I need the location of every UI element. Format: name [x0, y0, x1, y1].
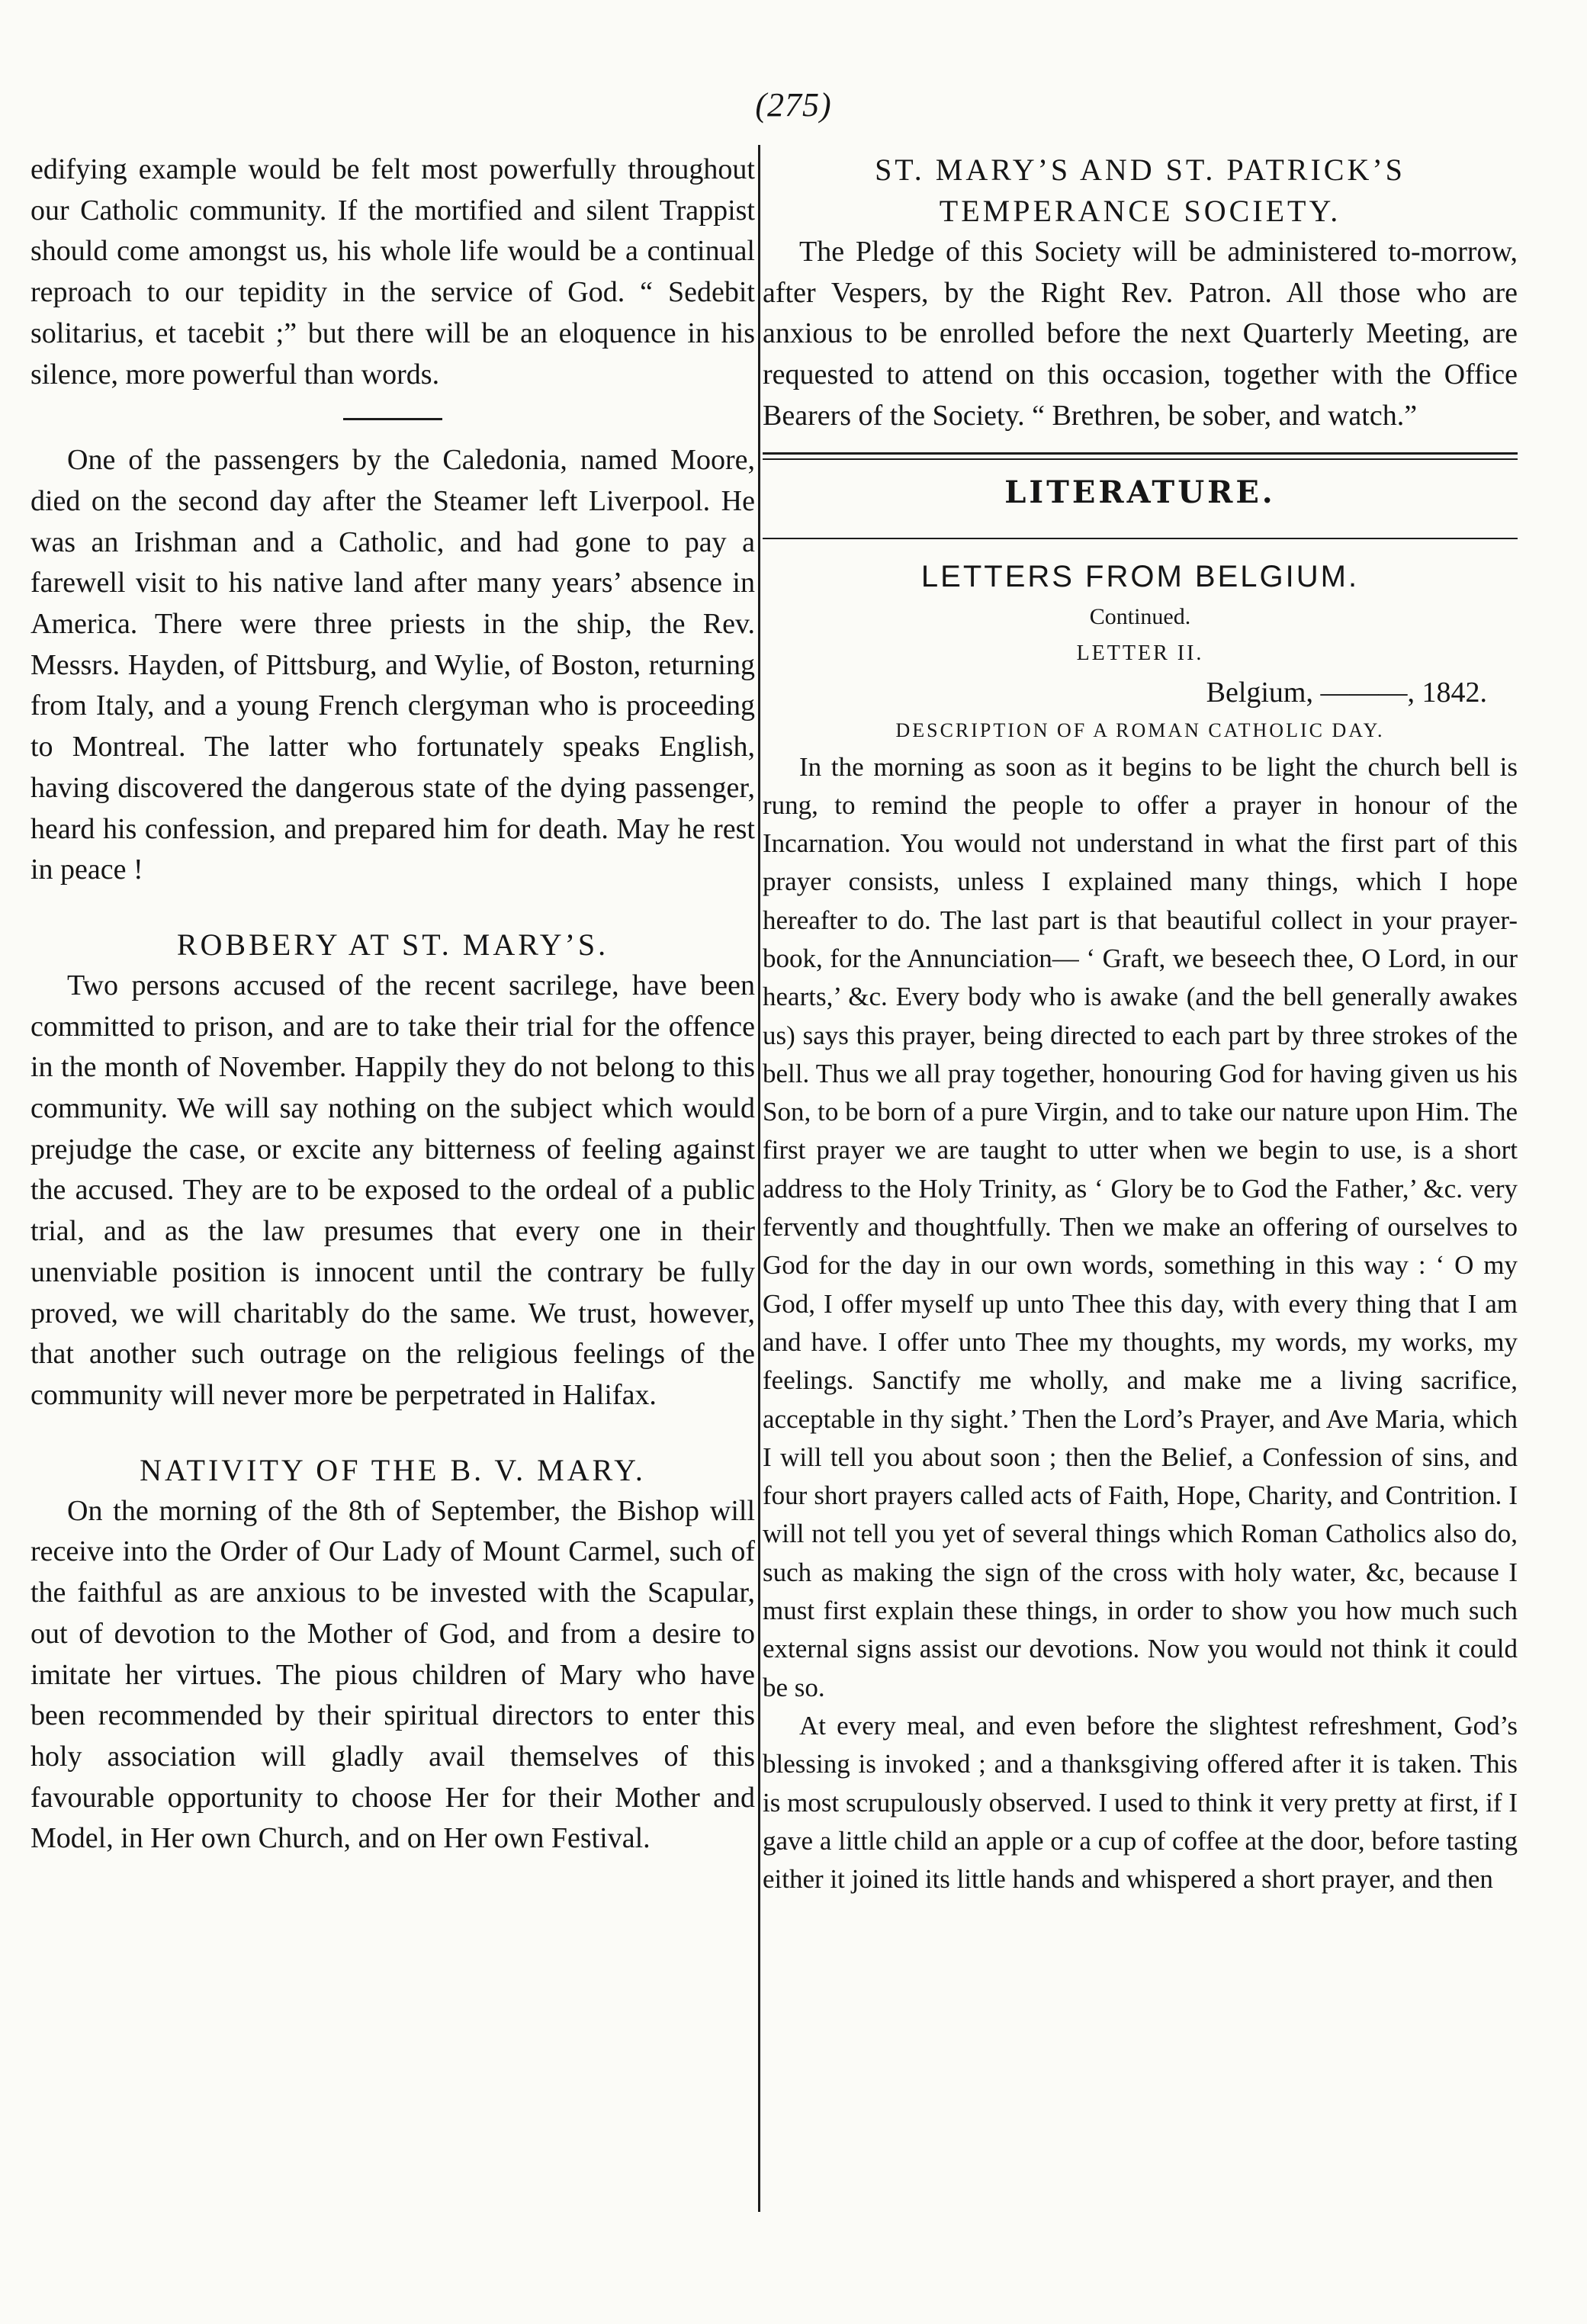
letters-title: LETTERS FROM BELGIUM.	[920, 559, 1360, 593]
section-divider	[763, 538, 1518, 539]
description-title: DESCRIPTION OF A ROMAN CATHOLIC DAY.	[895, 718, 1385, 741]
letter-paragraph-2: At every meal, and even before the slightest refreshment, God’s blessing is invoked ; and a thanksgiving offered after it is taken. This is most scrupulously observed. I used to think it very pretty at first, if I gave a little child an apple or a cup of coffee at the door, before tasting either it joined its little hands and whispered a short prayer, and then	[763, 1710, 1518, 1895]
column-divider	[758, 145, 760, 2212]
letter-number: LETTER II.	[1076, 641, 1204, 665]
continued-label: Continued.	[1089, 603, 1191, 629]
dateline: Belgium, ———, 1842.	[1206, 676, 1487, 709]
double-divider	[763, 452, 1518, 460]
nativity-paragraph: On the morning of the 8th of September, the Bishop will receive into the Order of Our Lady of Mount Carmel, such of the faithful as are anxious to be invested with the Scapular, out of devotion to the Mother of God, and from a desire to imitate her virtues. The pious children of Mary who have been recommended by their spiritual directors to enter this holy association will gladly avail themselves of this favourable opportunity to choose Her for their Mother and Model, in Her own Church, and on Her own Festival.	[31, 1494, 755, 1855]
robbery-paragraph: Two persons accused of the recent sacrilege, have been committed to prison, and are to take their trial for the offence in the month of November. Happily they do not belong to this community. We will say nothing on the subject which would prejudge the case, or excite any bitterness of feeling against the accused. They are to be exposed to the ordeal of a public trial, and as the law presumes that every one in their unenviable position is innocent until the contrary be fully proved, we will charitably do the same. We trust, however, that another such outrage on the religious feelings of the community will never more be perpetrated in Halifax.	[31, 969, 755, 1411]
temperance-paragraph: The Pledge of this Society will be administered to-morrow, after Vespers, by the Right Rev. Patron. All those who are anxious to be enrolled before the next Quarterly Meeting, are requested to attend on this occasion, together with the Office Bearers of the Society. “ Brethren, be sober, and watch.”	[763, 236, 1518, 432]
intro-paragraph: edifying example would be felt most powerfully throughout our Catholic community. If the mortified and silent Trappist should come amongst us, his whole life would be a continual reproach to our tepidity in the service of God. “ Sedebit solitarius, et tacebit ;” but there will be an eloquence in his silence, more powerful than words.	[31, 153, 755, 391]
right-column	[763, 149, 1518, 1898]
left-column	[31, 149, 755, 1860]
page-number: (275)	[755, 86, 832, 124]
letter-paragraph-1: In the morning as soon as it begins to be light the church bell is rung, to remind the people to offer a prayer in honour of the Incarnation. You would not understand in what the first part of this prayer consists, unless I explained many things, which I hope hereafter to do. The last part is that beautiful collect in your prayer-book, for the Annunciation— ‘ Graft, we beseech thee, O Lord, in our hearts,’ &c. Every body who is awake (and the bell generally awakes us) says this prayer, being directed to each part by three strokes of the bell. Thus we all pray together, honouring God for having given us his Son, to be born of a pure Virgin, and to take our nature upon Him. The first prayer we are taught to utter when we begin to use, is a short address to the Holy Trinity, as ‘ Glory be to God the Father,’ &c. very fervently and thoughtfully. Then we make an offering of ourselves to God for the day in our own words, something in this way : ‘ O my God, I offer myself up unto Thee this day, with every thing that I am and have. I offer unto Thee my thoughts, my words, my works, my feelings. Sanctify me wholly, and make me a living sacrifice, acceptable in thy sight.’ Then the Lord’s Prayer, and Ave Maria, which I will tell you about soon ; then the Belief, a Confession of sins, and four short prayers called acts of Faith, Hope, Charity, and Contrition. I will not tell you yet of several things which Roman Catholics also do, such as making the sign of the cross with holy water, &c, because I must first explain these things, in order to show you how much such external signs assist our devotions. Now you would not think it could be so.	[763, 751, 1518, 1702]
nativity-heading: NATIVITY OF THE B. V. MARY.	[140, 1452, 646, 1487]
short-divider	[343, 418, 442, 420]
robbery-heading: ROBBERY AT ST. MARY’S.	[176, 927, 609, 962]
caledonia-paragraph: One of the passengers by the Caledonia, named Moore, died on the second day after the Steamer left Liverpool. He was an Irishman and a Catholic, and had gone to pay a farewell visit to his native land after many years’ absence in America. There were three priests in the ship, the Rev. Messrs. Hayden, of Pittsburg, and Wylie, of Boston, returning from Italy, and a young French clergyman who is proceeding to Montreal. The latter who fortunately speaks English, having discovered the dangerous state of the dying passenger, heard his confession, and prepared him for death. May he rest in peace !	[31, 444, 755, 886]
temperance-heading-line-1: ST. MARY’S AND ST. PATRICK’S	[875, 153, 1405, 187]
literature-heading: LITERATURE.	[1004, 474, 1276, 510]
temperance-heading-line-2: TEMPERANCE SOCIETY.	[939, 194, 1341, 228]
